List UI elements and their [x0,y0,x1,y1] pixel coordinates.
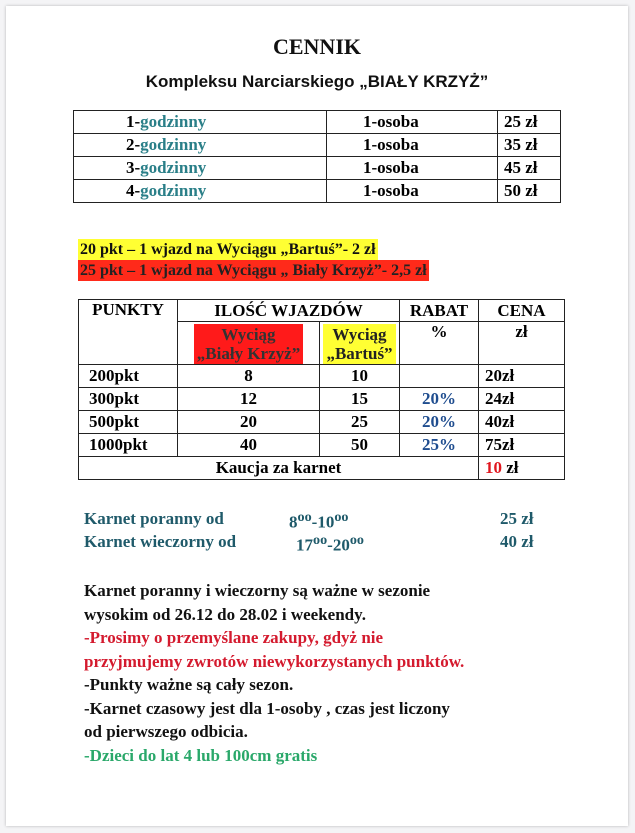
bartus-rides-cell: 10 [320,365,400,388]
ilosc-wjazdow-header: ILOŚĆ WJAZDÓW [178,300,400,322]
price-cell: 35 zł [498,134,561,157]
discount-cell: 20% [400,388,479,411]
price-cell: 50 zł [498,180,561,203]
karnet-morning-hours: $8^{oo}-10^{oo}$ [289,509,349,532]
points-cell: 1000pkt [79,434,178,457]
table-header-row [79,300,565,322]
bartus-rides-cell: 25 [320,411,400,434]
bialy-krzyz-rides-cell: 40 [178,434,320,457]
duration-cell: 1-godzinny [74,111,327,134]
discount-cell: 20% [400,411,479,434]
bialy-krzyz-rides-cell: 12 [178,388,320,411]
season-note-line2: wysokim od 26.12 do 28.02 i weekendy. [84,604,366,624]
table-row [79,388,565,411]
price-cell: 24zł [479,388,565,411]
time-ticket-note-line2: od pierwszego odbicia. [84,722,248,741]
cena-header: CENA [479,300,565,322]
bartus-rides-cell: 50 [320,434,400,457]
persons-cell: 1-osoba [327,180,498,203]
persons-cell: 1-osoba [327,157,498,180]
lift-bialy-krzyz-chip: Wyciąg „Biały Krzyż” [194,324,303,364]
deposit-amount: 10 zł [479,457,565,480]
price-list-page [6,6,628,826]
points-cell: 500pkt [79,411,178,434]
bialy-krzyz-rides-cell: 8 [178,365,320,388]
time-ticket-table [73,110,561,203]
lift-bartus-chip: Wyciąg „Bartuś” [323,324,395,364]
karnet-evening-price: 40 zł [500,532,534,551]
page-title: CENNIK [272,34,361,59]
persons-cell: 1-osoba [327,134,498,157]
price-cell: 25 zł [498,111,561,134]
table-row [74,111,561,134]
bartus-lift-price-note: 20 pkt – 1 wjazd na Wyciągu „Bartuś”- 2 zł [80,241,376,258]
cena-unit: zł [479,322,565,365]
discount-cell [400,365,479,388]
points-cell: 200pkt [79,365,178,388]
refund-note-line2: przyjmujemy zwrotów niewykorzystanych punktów. [84,651,465,671]
points-table [78,299,565,480]
table-row [74,180,561,203]
discount-cell: 25% [400,434,479,457]
deposit-label: Kaucja za karnet [79,457,479,480]
karnet-evening-hours: $17^{oo}-20^{oo}$ [296,532,364,555]
children-free-note: -Dzieci do lat 4 lub 100cm gratis [84,745,318,765]
bartus-rides-cell: 15 [320,388,400,411]
rabat-header: RABAT [400,300,479,322]
duration-cell: 3-godzinny [74,157,327,180]
price-cell: 45 zł [498,157,561,180]
deposit-row [79,457,565,480]
karnet-evening-label: Karnet wieczorny od [84,532,237,551]
karnet-morning-label: Karnet poranny od [84,509,224,528]
duration-cell: 2-godzinny [74,134,327,157]
punkty-header: PUNKTY [79,300,178,365]
time-ticket-note-line1: -Karnet czasowy jest dla 1-osoby , czas jest liczony [84,698,450,718]
price-cell: 40zł [479,411,565,434]
refund-note-line1: -Prosimy o przemyślane zakupy, gdyż nie [84,628,384,647]
duration-cell: 4-godzinny [74,180,327,203]
points-cell: 300pkt [79,388,178,411]
rabat-unit: % [400,322,479,365]
page-subtitle: Kompleksu Narciarskiego „BIAŁY KRZYŻ” [145,72,489,91]
bialy-krzyz-rides-cell: 20 [178,411,320,434]
table-row [79,411,565,434]
bialy-krzyz-lift-price-note: 25 pkt – 1 wjazd na Wyciągu „ Biały Krzyż”- 2,5 zł [80,262,427,279]
persons-cell: 1-osoba [327,111,498,134]
points-validity-note: -Punkty ważne są cały sezon. [84,675,294,694]
price-cell: 75zł [479,434,565,457]
lift-bartus-header [320,322,400,365]
season-note-line1: Karnet poranny i wieczorny są ważne w sezonie [84,581,431,600]
notes-block [84,579,604,767]
table-row [79,365,565,388]
table-row [74,134,561,157]
lift-bialy-krzyz-header [178,322,320,365]
table-row [79,434,565,457]
table-row [74,157,561,180]
price-cell: 20zł [479,365,565,388]
karnet-morning-price: 25 zł [500,509,534,528]
